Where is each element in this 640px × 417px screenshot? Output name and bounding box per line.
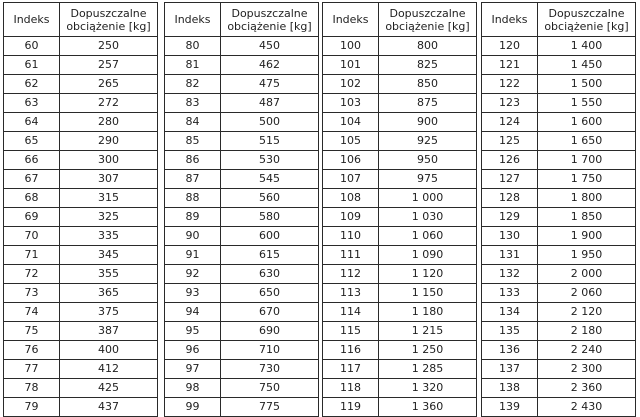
index-cell: 117 — [323, 360, 379, 379]
index-cell: 92 — [165, 265, 221, 284]
load-cell: 345 — [60, 246, 158, 265]
index-cell: 66 — [4, 151, 60, 170]
index-cell: 120 — [482, 37, 538, 56]
table-row — [165, 208, 319, 227]
load-cell: 280 — [60, 113, 158, 132]
index-cell: 113 — [323, 284, 379, 303]
index-cell: 67 — [4, 170, 60, 189]
table-row — [482, 151, 636, 170]
table-row — [323, 246, 477, 265]
table-row — [323, 132, 477, 151]
load-cell: 1 090 — [379, 246, 477, 265]
index-cell: 81 — [165, 56, 221, 75]
load-cell: 730 — [221, 360, 319, 379]
index-cell: 123 — [482, 94, 538, 113]
load-cell: 600 — [221, 227, 319, 246]
index-cell: 74 — [4, 303, 60, 322]
table-row — [4, 113, 158, 132]
index-cell: 72 — [4, 265, 60, 284]
load-cell: 1 400 — [538, 37, 636, 56]
table-row — [482, 56, 636, 75]
load-cell: 1 700 — [538, 151, 636, 170]
table-row — [323, 94, 477, 113]
table-row — [165, 322, 319, 341]
load-cell: 2 120 — [538, 303, 636, 322]
load-cell: 2 180 — [538, 322, 636, 341]
index-cell: 98 — [165, 379, 221, 398]
load-cell: 1 000 — [379, 189, 477, 208]
index-cell: 105 — [323, 132, 379, 151]
index-cell: 122 — [482, 75, 538, 94]
table-row — [482, 189, 636, 208]
index-cell: 88 — [165, 189, 221, 208]
load-cell: 500 — [221, 113, 319, 132]
index-cell: 95 — [165, 322, 221, 341]
load-cell: 335 — [60, 227, 158, 246]
index-cell: 115 — [323, 322, 379, 341]
load-cell: 850 — [379, 75, 477, 94]
load-cell: 1 320 — [379, 379, 477, 398]
index-cell: 114 — [323, 303, 379, 322]
index-cell: 135 — [482, 322, 538, 341]
index-cell: 139 — [482, 398, 538, 417]
table-row — [4, 360, 158, 379]
load-cell: 450 — [221, 37, 319, 56]
index-column-header: Indeks — [482, 3, 538, 37]
table-row — [482, 37, 636, 56]
table-row — [482, 246, 636, 265]
load-cell: 1 900 — [538, 227, 636, 246]
load-cell: 580 — [221, 208, 319, 227]
index-cell: 110 — [323, 227, 379, 246]
load-column-header: Dopuszczalne obciążenie [kg] — [538, 3, 636, 37]
table-row — [323, 151, 477, 170]
index-cell: 83 — [165, 94, 221, 113]
table-header-row — [165, 3, 319, 37]
table-row — [482, 94, 636, 113]
table-row — [4, 75, 158, 94]
load-cell: 365 — [60, 284, 158, 303]
index-cell: 93 — [165, 284, 221, 303]
table-row — [323, 189, 477, 208]
index-cell: 82 — [165, 75, 221, 94]
load-cell: 1 120 — [379, 265, 477, 284]
load-cell: 1 600 — [538, 113, 636, 132]
index-cell: 70 — [4, 227, 60, 246]
table-row — [165, 246, 319, 265]
table-row — [165, 37, 319, 56]
load-column-header: Dopuszczalne obciążenie [kg] — [60, 3, 158, 37]
table-row — [4, 170, 158, 189]
load-cell: 1 550 — [538, 94, 636, 113]
index-cell: 133 — [482, 284, 538, 303]
table-row — [323, 284, 477, 303]
index-cell: 108 — [323, 189, 379, 208]
table-row — [4, 303, 158, 322]
load-cell: 545 — [221, 170, 319, 189]
table-row — [4, 132, 158, 151]
index-cell: 137 — [482, 360, 538, 379]
load-cell: 290 — [60, 132, 158, 151]
index-cell: 111 — [323, 246, 379, 265]
index-cell: 99 — [165, 398, 221, 417]
table-row — [323, 379, 477, 398]
table-row — [165, 113, 319, 132]
load-cell: 950 — [379, 151, 477, 170]
table-row — [323, 398, 477, 417]
load-cell: 425 — [60, 379, 158, 398]
table-row — [482, 303, 636, 322]
index-cell: 78 — [4, 379, 60, 398]
load-cell: 355 — [60, 265, 158, 284]
load-cell: 750 — [221, 379, 319, 398]
index-cell: 130 — [482, 227, 538, 246]
index-cell: 119 — [323, 398, 379, 417]
load-cell: 1 500 — [538, 75, 636, 94]
table-row — [323, 208, 477, 227]
load-cell: 257 — [60, 56, 158, 75]
load-column-header: Dopuszczalne obciążenie [kg] — [221, 3, 319, 37]
table-row — [4, 227, 158, 246]
load-cell: 325 — [60, 208, 158, 227]
load-cell: 515 — [221, 132, 319, 151]
table-header-row — [482, 3, 636, 37]
load-cell: 412 — [60, 360, 158, 379]
table-row — [323, 303, 477, 322]
index-cell: 100 — [323, 37, 379, 56]
table-row — [165, 303, 319, 322]
table-row — [165, 360, 319, 379]
load-cell: 400 — [60, 341, 158, 360]
table-row — [323, 113, 477, 132]
index-cell: 69 — [4, 208, 60, 227]
table-row — [4, 265, 158, 284]
index-cell: 121 — [482, 56, 538, 75]
table-row — [4, 246, 158, 265]
table-row — [482, 284, 636, 303]
load-cell: 307 — [60, 170, 158, 189]
load-cell: 272 — [60, 94, 158, 113]
load-cell: 1 950 — [538, 246, 636, 265]
index-cell: 97 — [165, 360, 221, 379]
table-row — [323, 56, 477, 75]
index-cell: 103 — [323, 94, 379, 113]
load-cell: 800 — [379, 37, 477, 56]
table-row — [323, 37, 477, 56]
table-row — [482, 170, 636, 189]
index-cell: 96 — [165, 341, 221, 360]
table-row — [323, 322, 477, 341]
index-cell: 86 — [165, 151, 221, 170]
load-cell: 1 215 — [379, 322, 477, 341]
table-header-row — [323, 3, 477, 37]
table-row — [482, 265, 636, 284]
table-row — [482, 360, 636, 379]
table-row — [165, 75, 319, 94]
index-cell: 71 — [4, 246, 60, 265]
load-cell: 1 250 — [379, 341, 477, 360]
table-row — [323, 227, 477, 246]
load-cell: 690 — [221, 322, 319, 341]
index-cell: 126 — [482, 151, 538, 170]
index-cell: 89 — [165, 208, 221, 227]
table-row — [4, 322, 158, 341]
index-cell: 90 — [165, 227, 221, 246]
load-cell: 2 240 — [538, 341, 636, 360]
index-cell: 73 — [4, 284, 60, 303]
load-cell: 1 800 — [538, 189, 636, 208]
index-cell: 109 — [323, 208, 379, 227]
index-cell: 85 — [165, 132, 221, 151]
table-row — [4, 94, 158, 113]
index-cell: 75 — [4, 322, 60, 341]
index-cell: 94 — [165, 303, 221, 322]
load-cell: 2 360 — [538, 379, 636, 398]
load-cell: 560 — [221, 189, 319, 208]
index-column-header: Indeks — [323, 3, 379, 37]
table-row — [4, 208, 158, 227]
load-cell: 437 — [60, 398, 158, 417]
index-cell: 101 — [323, 56, 379, 75]
index-column-header: Indeks — [4, 3, 60, 37]
load-cell: 462 — [221, 56, 319, 75]
index-cell: 80 — [165, 37, 221, 56]
load-cell: 475 — [221, 75, 319, 94]
index-cell: 87 — [165, 170, 221, 189]
index-cell: 129 — [482, 208, 538, 227]
load-cell: 387 — [60, 322, 158, 341]
table-row — [165, 56, 319, 75]
load-cell: 1 150 — [379, 284, 477, 303]
load-cell: 2 000 — [538, 265, 636, 284]
index-cell: 104 — [323, 113, 379, 132]
load-cell: 1 850 — [538, 208, 636, 227]
load-index-table-3 — [322, 2, 477, 417]
table-row — [323, 360, 477, 379]
index-cell: 116 — [323, 341, 379, 360]
load-index-table-4 — [481, 2, 636, 417]
table-header-row — [4, 3, 158, 37]
index-cell: 65 — [4, 132, 60, 151]
load-cell: 487 — [221, 94, 319, 113]
index-cell: 68 — [4, 189, 60, 208]
index-cell: 136 — [482, 341, 538, 360]
load-cell: 1 060 — [379, 227, 477, 246]
index-cell: 128 — [482, 189, 538, 208]
load-cell: 375 — [60, 303, 158, 322]
load-cell: 1 285 — [379, 360, 477, 379]
load-cell: 775 — [221, 398, 319, 417]
table-row — [323, 341, 477, 360]
index-cell: 84 — [165, 113, 221, 132]
table-row — [482, 75, 636, 94]
table-row — [4, 284, 158, 303]
load-cell: 315 — [60, 189, 158, 208]
index-cell: 112 — [323, 265, 379, 284]
index-cell: 102 — [323, 75, 379, 94]
table-row — [4, 341, 158, 360]
table-row — [165, 151, 319, 170]
table-row — [323, 75, 477, 94]
load-cell: 1 360 — [379, 398, 477, 417]
table-row — [165, 227, 319, 246]
load-cell: 2 060 — [538, 284, 636, 303]
index-cell: 106 — [323, 151, 379, 170]
table-row — [165, 94, 319, 113]
load-cell: 300 — [60, 151, 158, 170]
table-row — [165, 341, 319, 360]
table-row — [482, 227, 636, 246]
load-index-table-2 — [164, 2, 319, 417]
load-cell: 975 — [379, 170, 477, 189]
load-cell: 250 — [60, 37, 158, 56]
load-cell: 1 450 — [538, 56, 636, 75]
table-row — [165, 189, 319, 208]
load-cell: 1 650 — [538, 132, 636, 151]
table-row — [165, 284, 319, 303]
index-cell: 63 — [4, 94, 60, 113]
load-column-header: Dopuszczalne obciążenie [kg] — [379, 3, 477, 37]
index-cell: 61 — [4, 56, 60, 75]
load-cell: 1 180 — [379, 303, 477, 322]
index-cell: 131 — [482, 246, 538, 265]
load-cell: 2 430 — [538, 398, 636, 417]
index-cell: 134 — [482, 303, 538, 322]
table-row — [482, 322, 636, 341]
table-row — [165, 170, 319, 189]
table-row — [323, 170, 477, 189]
table-row — [482, 341, 636, 360]
table-row — [482, 398, 636, 417]
index-cell: 138 — [482, 379, 538, 398]
load-cell: 925 — [379, 132, 477, 151]
table-row — [165, 265, 319, 284]
index-column-header: Indeks — [165, 3, 221, 37]
load-cell: 900 — [379, 113, 477, 132]
table-row — [4, 379, 158, 398]
index-cell: 79 — [4, 398, 60, 417]
index-cell: 118 — [323, 379, 379, 398]
index-cell: 60 — [4, 37, 60, 56]
table-row — [482, 132, 636, 151]
load-cell: 1 750 — [538, 170, 636, 189]
index-cell: 91 — [165, 246, 221, 265]
index-cell: 125 — [482, 132, 538, 151]
load-cell: 670 — [221, 303, 319, 322]
load-cell: 825 — [379, 56, 477, 75]
table-row — [4, 37, 158, 56]
table-row — [482, 113, 636, 132]
table-row — [165, 379, 319, 398]
table-row — [4, 151, 158, 170]
table-row — [4, 398, 158, 417]
load-cell: 2 300 — [538, 360, 636, 379]
index-cell: 62 — [4, 75, 60, 94]
table-row — [482, 208, 636, 227]
load-cell: 630 — [221, 265, 319, 284]
index-cell: 64 — [4, 113, 60, 132]
load-index-table-1 — [3, 2, 158, 417]
index-cell: 76 — [4, 341, 60, 360]
index-cell: 124 — [482, 113, 538, 132]
index-cell: 77 — [4, 360, 60, 379]
index-cell: 127 — [482, 170, 538, 189]
load-cell: 875 — [379, 94, 477, 113]
table-row — [323, 265, 477, 284]
table-row — [165, 132, 319, 151]
load-cell: 710 — [221, 341, 319, 360]
load-cell: 265 — [60, 75, 158, 94]
table-row — [4, 189, 158, 208]
index-cell: 132 — [482, 265, 538, 284]
load-cell: 650 — [221, 284, 319, 303]
index-cell: 107 — [323, 170, 379, 189]
table-row — [4, 56, 158, 75]
load-cell: 615 — [221, 246, 319, 265]
load-cell: 530 — [221, 151, 319, 170]
load-cell: 1 030 — [379, 208, 477, 227]
table-row — [165, 398, 319, 417]
table-row — [482, 379, 636, 398]
